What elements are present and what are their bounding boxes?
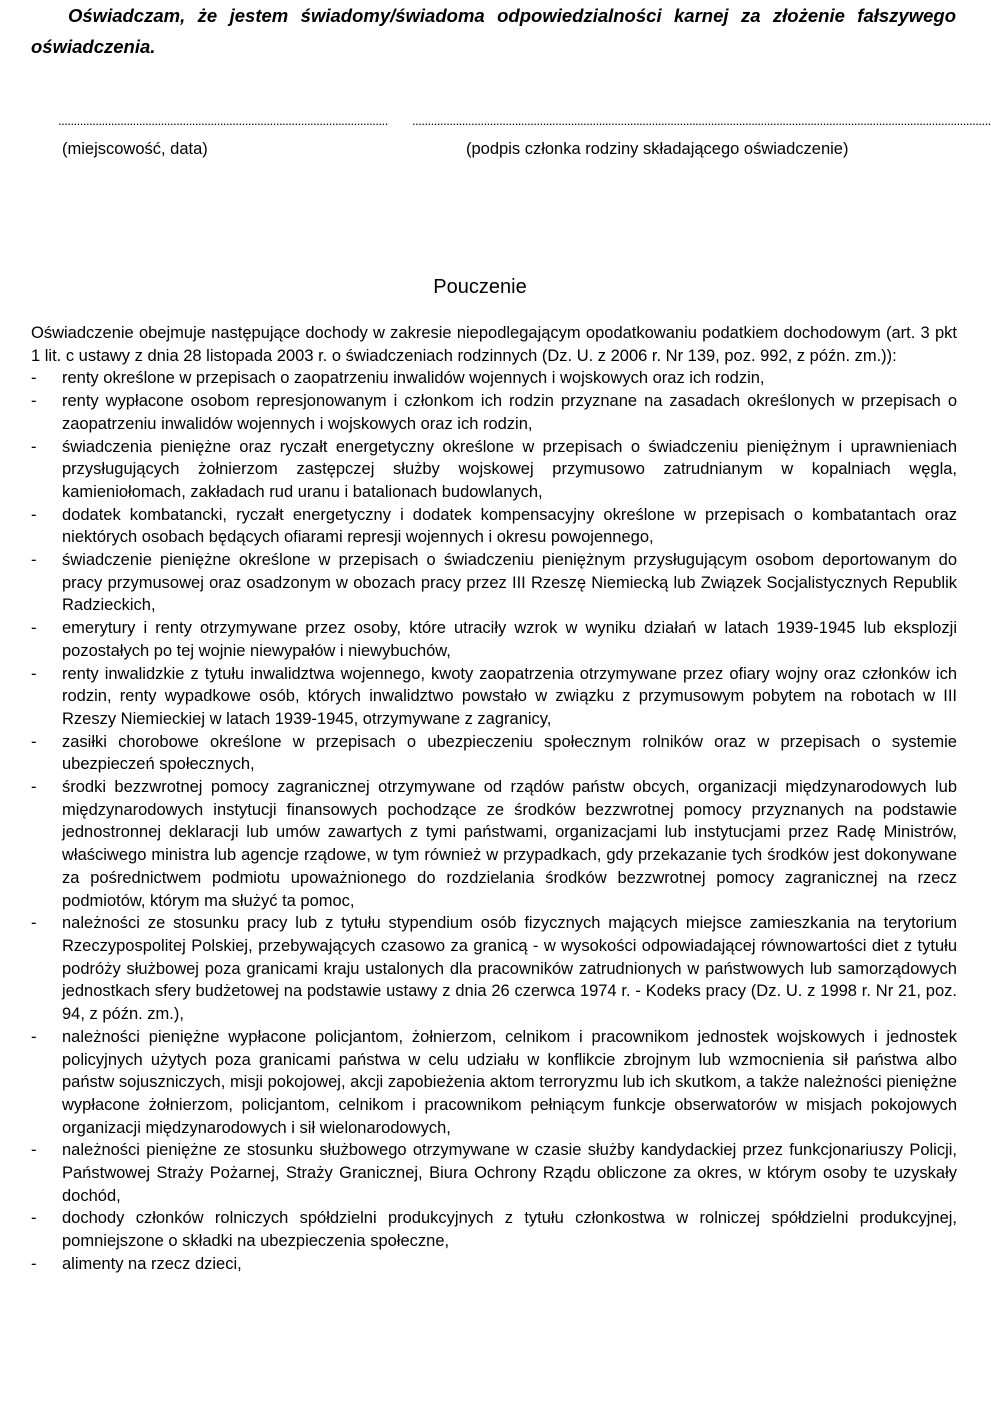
list-item-text: zasiłki chorobowe określone w przepisach o ubezpieczeniu społecznym rolników oraz w przepisach o systemie ubezpieczeń społecznych, [62, 732, 957, 774]
declaration-text: Oświadczam, że jestem świadomy/świadoma odpowiedzialności karnej za złożenie fałszywego oświadczenia. [31, 5, 956, 57]
section-heading: Pouczenie [433, 276, 527, 298]
list-bullet: - [31, 1254, 37, 1273]
list-item-text: środki bezzwrotnej pomocy zagranicznej otrzymywane od rządów państw obcych, organizacji międzynarodowych lub międzynarodowych instytucji finansowych pochodzące ze środków bezzwrotnej pomocy przyznanych na podstawie jednostronnej deklaracji lub umów zawartych z tymi państwami, organizacjami lub instytucjami przez Radę Ministrów, właściwego ministra lub agencje rządowe, w tym również w przypadkach, gdy przekazanie tych środków jest dokonywane za pośrednictwem podmiotu upoważnionego do rozdzielania środków bezzwrotnej pomocy zagranicznej na rzecz podmiotów, którym ma służyć ta pomoc, [62, 778, 957, 910]
signature-line: .......................................................................................................................................................................................... [412, 113, 991, 128]
list-item-text: dochody członków rolniczych spółdzielni produkcyjnych z tytułu członkostwa w rolniczej spółdzielni produkcyjnej, pomniejszone o składki na ubezpieczenia społeczne, [62, 1209, 957, 1251]
list-item-text: alimenty na rzecz dzieci, [62, 1254, 242, 1273]
list-bullet: - [31, 1141, 37, 1160]
list-item [31, 367, 957, 390]
list-item [31, 617, 957, 662]
list-item [31, 1207, 957, 1252]
list-item-text: dodatek kombatancki, ryczałt energetyczny i dodatek kompensacyjny określone w przepisach o kombatantach oraz niektórych osobach będących ofiarami represji wojennych i okresu powojennego, [62, 505, 957, 547]
list-item [31, 912, 957, 1026]
list-item [31, 504, 957, 549]
list-item-text: renty określone w przepisach o zaopatrzeniu inwalidów wojennych i wojskowych oraz ich rodzin, [62, 369, 765, 388]
list-bullet: - [31, 1027, 37, 1046]
list-item [31, 663, 957, 731]
list-item [31, 549, 957, 617]
income-list [31, 367, 957, 1275]
list-bullet: - [31, 1209, 37, 1228]
place-date-line: .......................................................................................................... [58, 113, 388, 128]
list-item [31, 1139, 957, 1207]
list-item [31, 731, 957, 776]
intro-paragraph: Oświadczenie obejmuje następujące dochody w zakresie niepodlegającym opodatkowaniu podatkiem dochodowym (art. 3 pkt 1 lit. c ustawy z dnia 28 listopada 2003 r. o świadczeniach rodzinnych (Dz. U. z 2006 r. Nr 139, poz. 992, z późn. zm.)): [31, 324, 957, 365]
list-bullet: - [31, 732, 37, 751]
list-item-text: świadczenia pieniężne oraz ryczałt energetyczny określone w przepisach o świadczeniu pieniężnym i uprawnieniach przysługujących żołnierzom zastępczej służby wojskowej przymusowo zatrudnianym w kopalniach węgla, kamieniołomach, zakładach rud uranu i batalionach budowlanych, [62, 437, 957, 501]
list-item [31, 1253, 957, 1276]
list-item [31, 1026, 957, 1140]
list-bullet: - [31, 914, 37, 933]
list-item [31, 776, 957, 912]
list-item-text: świadczenie pieniężne określone w przepisach o świadczeniu pieniężnym przysługującym osobom deportowanym do pracy przymusowej oraz osadzonym w obozach pracy przez III Rzeszę Niemiecką lub Związek Socjalistycznych Republik Radzieckich, [62, 551, 957, 615]
list-item-text: należności ze stosunku pracy lub z tytułu stypendium osób fizycznych mających miejsce zamieszkania na terytorium Rzeczypospolitej Polskiej, przebywających czasowo za granicą - w wysokości odpowiadającej równowartości diet z tytułu podróży służbowej poza granicami kraju ustalonych dla pracowników zatrudnionych w państwowych lub samorządowych jednostkach sfery budżetowej na podstawie ustawy z dnia 26 czerwca 1974 r. - Kodeks pracy (Dz. U. z 1998 r. Nr 21, poz. 94, z późn. zm.), [62, 914, 957, 1024]
list-bullet: - [31, 437, 37, 456]
list-item-text: emerytury i renty otrzymywane przez osoby, które utraciły wzrok w wyniku działań w latach 1939-1945 lub eksplozji pozostałych po tej wojnie niewypałów i niewybuchów, [62, 619, 957, 660]
list-bullet: - [31, 369, 37, 388]
signature-caption: (podpis członka rodziny składającego oświadczenie) [466, 140, 849, 158]
list-item-text: renty wypłacone osobom represjonowanym i członkom ich rodzin przyznane na zasadach określonych w przepisach o zaopatrzeniu inwalidów wojennych i wojskowych oraz ich rodzin, [62, 392, 957, 433]
list-bullet: - [31, 778, 37, 797]
list-bullet: - [31, 619, 37, 638]
place-date-caption: (miejscowość, data) [62, 140, 208, 158]
list-item-text: należności pieniężne wypłacone policjantom, żołnierzom, celnikom i pracownikom jednostek wojskowych i jednostek policyjnych użytych poza granicami państwa w celu udziału w konflikcie zbrojnym lub wzmocnienia sił państwa albo państw sojuszniczych, misji pokojowej, akcji zapobieżenia aktom terroryzmu lub ich skutkom, a także należności pieniężne wypłacone żołnierzom, policjantom, celnikom i pracownikom pełniącym funkcje obserwatorów w misjach pokojowych organizacji międzynarodowych i sił wielonarodowych, [62, 1027, 957, 1137]
list-bullet: - [31, 664, 37, 683]
list-item [31, 436, 957, 504]
list-bullet: - [31, 392, 37, 411]
list-item-text: należności pieniężne ze stosunku służbowego otrzymywane w czasie służby kandydackiej przez funkcjonariuszy Policji, Państwowej Straży Pożarnej, Straży Granicznej, Biura Ochrony Rządu obliczone za okres, w którym osoby te uzyskały dochód, [62, 1141, 957, 1205]
list-item [31, 390, 957, 435]
list-bullet: - [31, 551, 37, 570]
list-bullet: - [31, 505, 37, 524]
list-item-text: renty inwalidzkie z tytułu inwalidztwa wojennego, kwoty zaopatrzenia otrzymywane przez ofiary wojny oraz członków ich rodzin, renty wypadkowe osób, których inwalidztwo powstało w związku z przymusowym pobytem na robotach w III Rzeszy Niemieckiej w latach 1939-1945, otrzymywane z zagranicy, [62, 664, 957, 728]
instructions-body [31, 322, 957, 1276]
